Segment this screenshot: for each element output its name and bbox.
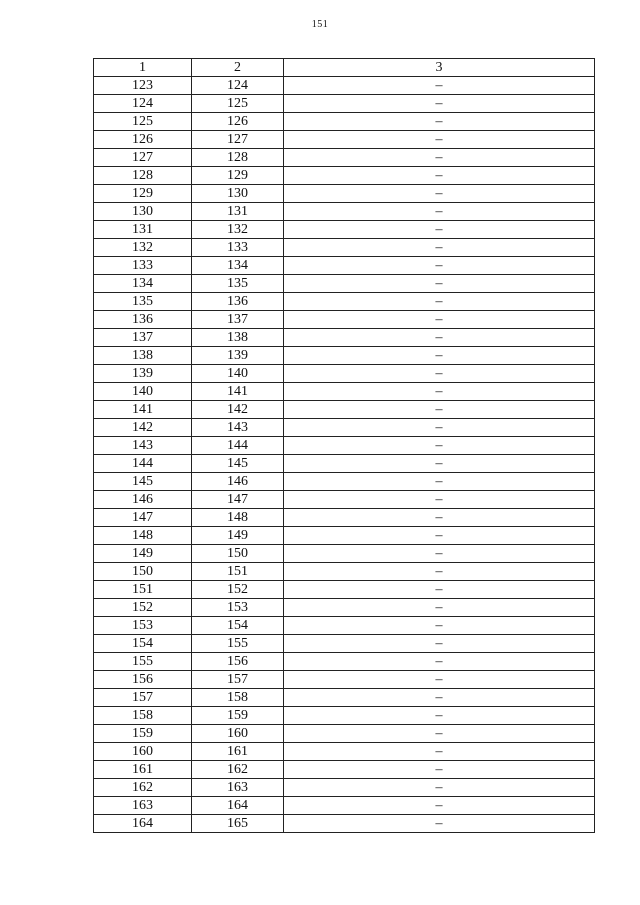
table-cell-col2: 159: [192, 707, 284, 725]
table-row: [94, 401, 595, 419]
table-row: [94, 707, 595, 725]
table-cell-col3: –: [284, 293, 595, 311]
table-cell-col3: –: [284, 779, 595, 797]
table-cell-col1: 140: [94, 383, 192, 401]
table-cell-col2: 149: [192, 527, 284, 545]
table-cell-col2: 152: [192, 581, 284, 599]
column-header-1: 1: [94, 59, 192, 77]
table-cell-col2: 145: [192, 455, 284, 473]
table-cell-col3: –: [284, 239, 595, 257]
table-cell-col3: –: [284, 581, 595, 599]
table-cell-col1: 151: [94, 581, 192, 599]
page-number: 151: [311, 19, 329, 30]
table-cell-col3: –: [284, 167, 595, 185]
table-cell-col2: 127: [192, 131, 284, 149]
table-cell-col2: 124: [192, 77, 284, 95]
table-row: [94, 437, 595, 455]
table-cell-col1: 135: [94, 293, 192, 311]
table-row: [94, 77, 595, 95]
table-cell-col3: –: [284, 491, 595, 509]
table-cell-col3: –: [284, 419, 595, 437]
table-cell-col3: –: [284, 113, 595, 131]
table-cell-col2: 158: [192, 689, 284, 707]
table-cell-col3: –: [284, 77, 595, 95]
table-cell-col3: –: [284, 455, 595, 473]
table-cell-col1: 125: [94, 113, 192, 131]
table-row: [94, 545, 595, 563]
table-cell-col2: 129: [192, 167, 284, 185]
table-row: [94, 689, 595, 707]
table-cell-col1: 144: [94, 455, 192, 473]
table-cell-col2: 135: [192, 275, 284, 293]
table-row: [94, 329, 595, 347]
table-cell-col2: 163: [192, 779, 284, 797]
table-cell-col3: –: [284, 599, 595, 617]
table-cell-col2: 137: [192, 311, 284, 329]
table-cell-col2: 138: [192, 329, 284, 347]
table-row: [94, 581, 595, 599]
table-cell-col1: 126: [94, 131, 192, 149]
table-cell-col2: 153: [192, 599, 284, 617]
table-cell-col3: –: [284, 527, 595, 545]
table-cell-col1: 139: [94, 365, 192, 383]
table-row: [94, 113, 595, 131]
table-cell-col3: –: [284, 707, 595, 725]
column-header-2: 2: [192, 59, 284, 77]
table-cell-col1: 124: [94, 95, 192, 113]
column-header-3: 3: [284, 59, 595, 77]
table-cell-col1: 162: [94, 779, 192, 797]
table-cell-col3: –: [284, 383, 595, 401]
table-row: [94, 779, 595, 797]
table-row: [94, 365, 595, 383]
table-cell-col2: 131: [192, 203, 284, 221]
table-cell-col3: –: [284, 635, 595, 653]
table-cell-col1: 156: [94, 671, 192, 689]
table-cell-col1: 164: [94, 815, 192, 833]
table-cell-col3: –: [284, 221, 595, 239]
table-cell-col2: 156: [192, 653, 284, 671]
table-cell-col1: 128: [94, 167, 192, 185]
table-cell-col1: 148: [94, 527, 192, 545]
table-cell-col1: 146: [94, 491, 192, 509]
table-cell-col3: –: [284, 743, 595, 761]
table-cell-col1: 150: [94, 563, 192, 581]
table-row: [94, 185, 595, 203]
table-row: [94, 203, 595, 221]
table-cell-col2: 155: [192, 635, 284, 653]
table-row: [94, 563, 595, 581]
table-cell-col1: 154: [94, 635, 192, 653]
table-cell-col1: 147: [94, 509, 192, 527]
table-cell-col3: –: [284, 149, 595, 167]
table-cell-col1: 127: [94, 149, 192, 167]
table-row: [94, 383, 595, 401]
table-cell-col1: 161: [94, 761, 192, 779]
table-cell-col2: 146: [192, 473, 284, 491]
table-cell-col2: 143: [192, 419, 284, 437]
table-row: [94, 347, 595, 365]
table-cell-col3: –: [284, 653, 595, 671]
table-cell-col1: 138: [94, 347, 192, 365]
table-row: [94, 221, 595, 239]
table-cell-col1: 130: [94, 203, 192, 221]
table-cell-col2: 139: [192, 347, 284, 365]
table-cell-col3: –: [284, 401, 595, 419]
table-cell-col2: 141: [192, 383, 284, 401]
table-cell-col1: 157: [94, 689, 192, 707]
table-cell-col2: 136: [192, 293, 284, 311]
table-cell-col1: 152: [94, 599, 192, 617]
table-cell-col1: 159: [94, 725, 192, 743]
table-cell-col3: –: [284, 437, 595, 455]
table-row: [94, 455, 595, 473]
table-cell-col3: –: [284, 815, 595, 833]
table-cell-col3: –: [284, 257, 595, 275]
table-row: [94, 509, 595, 527]
table-cell-col3: –: [284, 509, 595, 527]
table-cell-col3: –: [284, 203, 595, 221]
table-cell-col3: –: [284, 545, 595, 563]
table-row: [94, 293, 595, 311]
table-cell-col1: 123: [94, 77, 192, 95]
table-cell-col3: –: [284, 185, 595, 203]
table-cell-col1: 163: [94, 797, 192, 815]
table-cell-col1: 158: [94, 707, 192, 725]
table-cell-col1: 136: [94, 311, 192, 329]
table-cell-col1: 145: [94, 473, 192, 491]
table-row: [94, 815, 595, 833]
table-row: [94, 743, 595, 761]
table-cell-col3: –: [284, 725, 595, 743]
table-cell-col2: 164: [192, 797, 284, 815]
table-cell-col1: 143: [94, 437, 192, 455]
table-row: [94, 725, 595, 743]
table-cell-col3: –: [284, 347, 595, 365]
table-cell-col3: –: [284, 473, 595, 491]
table-cell-col1: 134: [94, 275, 192, 293]
table-cell-col2: 132: [192, 221, 284, 239]
table-cell-col1: 149: [94, 545, 192, 563]
table-row: [94, 149, 595, 167]
table-cell-col1: 160: [94, 743, 192, 761]
table-cell-col2: 126: [192, 113, 284, 131]
table-cell-col1: 131: [94, 221, 192, 239]
table-cell-col3: –: [284, 617, 595, 635]
table-row: [94, 761, 595, 779]
table-row: [94, 473, 595, 491]
table-row: [94, 797, 595, 815]
table-cell-col1: 132: [94, 239, 192, 257]
table-cell-col1: 155: [94, 653, 192, 671]
table-cell-col2: 125: [192, 95, 284, 113]
table-cell-col2: 150: [192, 545, 284, 563]
table-row: [94, 167, 595, 185]
table-row: [94, 491, 595, 509]
table-cell-col3: –: [284, 311, 595, 329]
table-cell-col3: –: [284, 275, 595, 293]
table-cell-col3: –: [284, 131, 595, 149]
table-row: [94, 527, 595, 545]
table-cell-col3: –: [284, 365, 595, 383]
table-cell-col2: 160: [192, 725, 284, 743]
table-cell-col2: 130: [192, 185, 284, 203]
table-cell-col3: –: [284, 563, 595, 581]
table-cell-col3: –: [284, 797, 595, 815]
table-cell-col2: 133: [192, 239, 284, 257]
table-header-row: [94, 59, 595, 77]
table-row: [94, 131, 595, 149]
table-cell-col3: –: [284, 689, 595, 707]
table-body: [94, 77, 595, 833]
table-cell-col2: 140: [192, 365, 284, 383]
table-row: [94, 599, 595, 617]
table-cell-col2: 154: [192, 617, 284, 635]
table-cell-col2: 151: [192, 563, 284, 581]
table-cell-col1: 142: [94, 419, 192, 437]
table-row: [94, 653, 595, 671]
table-cell-col2: 134: [192, 257, 284, 275]
table-cell-col2: 161: [192, 743, 284, 761]
table-row: [94, 257, 595, 275]
table-cell-col2: 157: [192, 671, 284, 689]
table-row: [94, 617, 595, 635]
table-cell-col2: 142: [192, 401, 284, 419]
table-cell-col1: 141: [94, 401, 192, 419]
table-row: [94, 635, 595, 653]
data-table: [93, 58, 595, 833]
table-cell-col3: –: [284, 329, 595, 347]
table-cell-col3: –: [284, 761, 595, 779]
table-cell-col1: 133: [94, 257, 192, 275]
table-row: [94, 671, 595, 689]
table-cell-col3: –: [284, 95, 595, 113]
table-cell-col2: 165: [192, 815, 284, 833]
table-cell-col1: 129: [94, 185, 192, 203]
table-cell-col2: 147: [192, 491, 284, 509]
table-row: [94, 419, 595, 437]
table-row: [94, 275, 595, 293]
table-cell-col2: 162: [192, 761, 284, 779]
table-cell-col1: 153: [94, 617, 192, 635]
table-row: [94, 311, 595, 329]
table-cell-col2: 144: [192, 437, 284, 455]
table-cell-col1: 137: [94, 329, 192, 347]
table-cell-col3: –: [284, 671, 595, 689]
table-row: [94, 95, 595, 113]
table-cell-col2: 128: [192, 149, 284, 167]
table-cell-col2: 148: [192, 509, 284, 527]
table-row: [94, 239, 595, 257]
